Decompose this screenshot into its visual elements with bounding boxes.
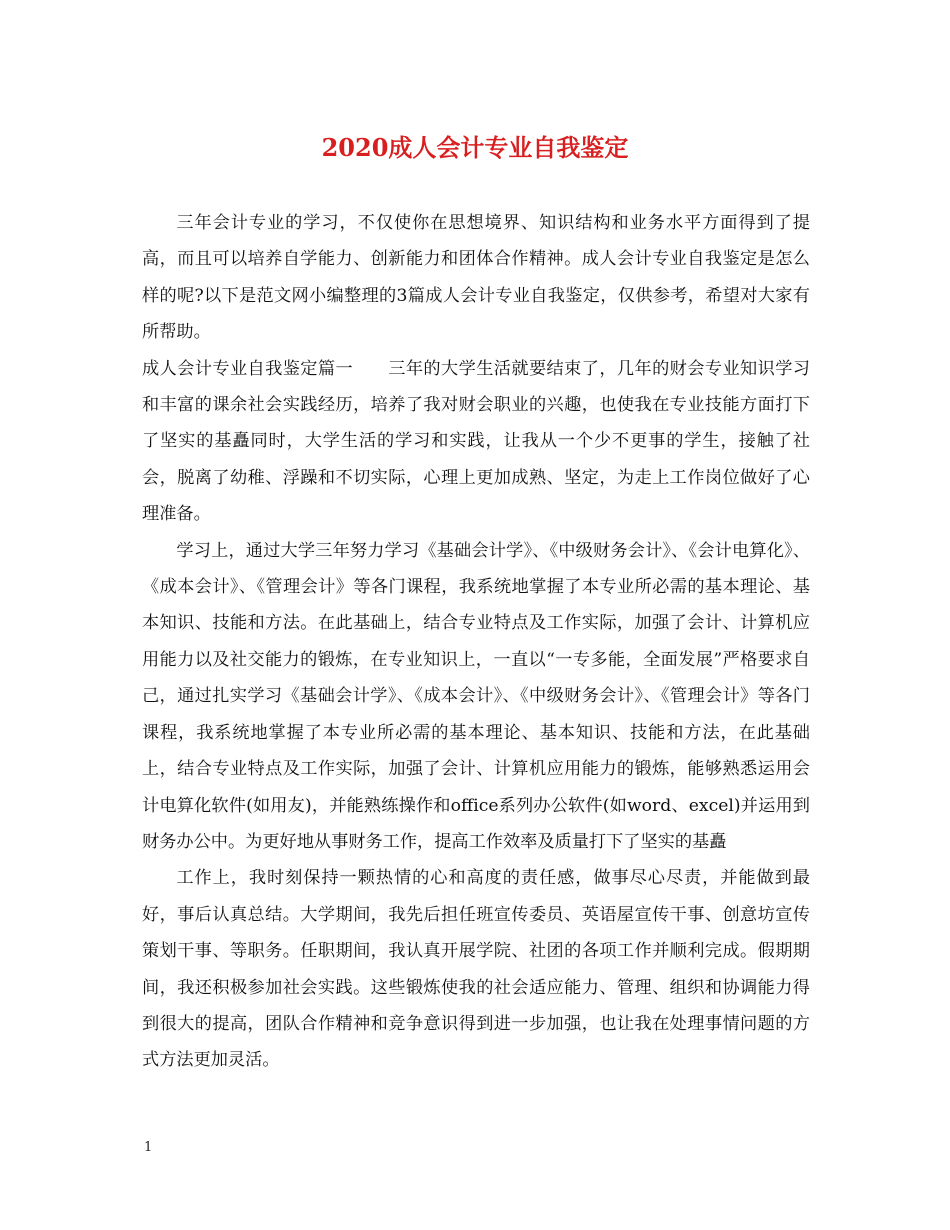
paragraph-work: 工作上，我时刻保持一颗热情的心和高度的责任感，做事尽心尽责，并能做到最好，事后认真总结。大学期间，我先后担任班宣传委员、英语屋宣传干事、创意坊宣传策划干事、等职务。任职期间，我认真开展学院、社团的各项工作并顺利完成。假期期间，我还积极参加社会实践。这些锻炼使我的社会适应能力、管理、组织和协调能力得到很大的提高，团队合作精神和竞争意识得到进一步加强，也让我在处理事情问题的方式方法更加灵活。 xyxy=(142,868,810,1071)
document-body xyxy=(142,205,810,1079)
paragraph-section-one: 成人会计专业自我鉴定篇一 三年的大学生活就要结束了，几年的财会专业知识学习和丰富的课余社会实践经历，培养了我对财会职业的兴趣，也使我在专业技能方面打下了坚实的基矗同时，大学生活的学习和实践，让我从一个少不更事的学生，接触了社会，脱离了幼稚、浮躁和不切实际，心理上更加成熟、坚定，为走上工作岗位做好了心理准备。 xyxy=(142,358,810,525)
page-number: 1 xyxy=(144,1140,153,1155)
document-title: 2020成人会计专业自我鉴定 xyxy=(321,133,629,162)
paragraph-intro: 三年会计专业的学习，不仅使你在思想境界、知识结构和业务水平方面得到了提高，而且可以培养自学能力、创新能力和团体合作精神。成人会计专业自我鉴定是怎么样的呢?以下是范文网小编整理的3篇成人会计专业自我鉴定，仅供参考，希望对大家有所帮助。 xyxy=(142,213,810,343)
paragraph-study: 学习上，通过大学三年努力学习《基础会计学》、《中级财务会计》、《会计电算化》、《成本会计》、《管理会计》等各门课程，我系统地掌握了本专业所必需的基本理论、基本知识、技能和方法。在此基础上，结合专业特点及工作实际，加强了会计、计算机应用能力以及社交能力的锻炼，在专业知识上，一直以“一专多能，全面发展”严格要求自己，通过扎实学习《基础会计学》、《成本会计》、《中级财务会计》、《管理会计》等各门课程，我系统地掌握了本专业所必需的基本理论、基本知识、技能和方法，在此基础上，结合专业特点及工作实际，加强了会计、计算机应用能力的锻炼，能够熟悉运用会计电算化软件(如用友)，并能熟练操作和office系列办公软件(如word、excel)并运用到财务办公中。为更好地从事财务工作，提高工作效率及质量打下了坚实的基矗 xyxy=(142,540,810,852)
